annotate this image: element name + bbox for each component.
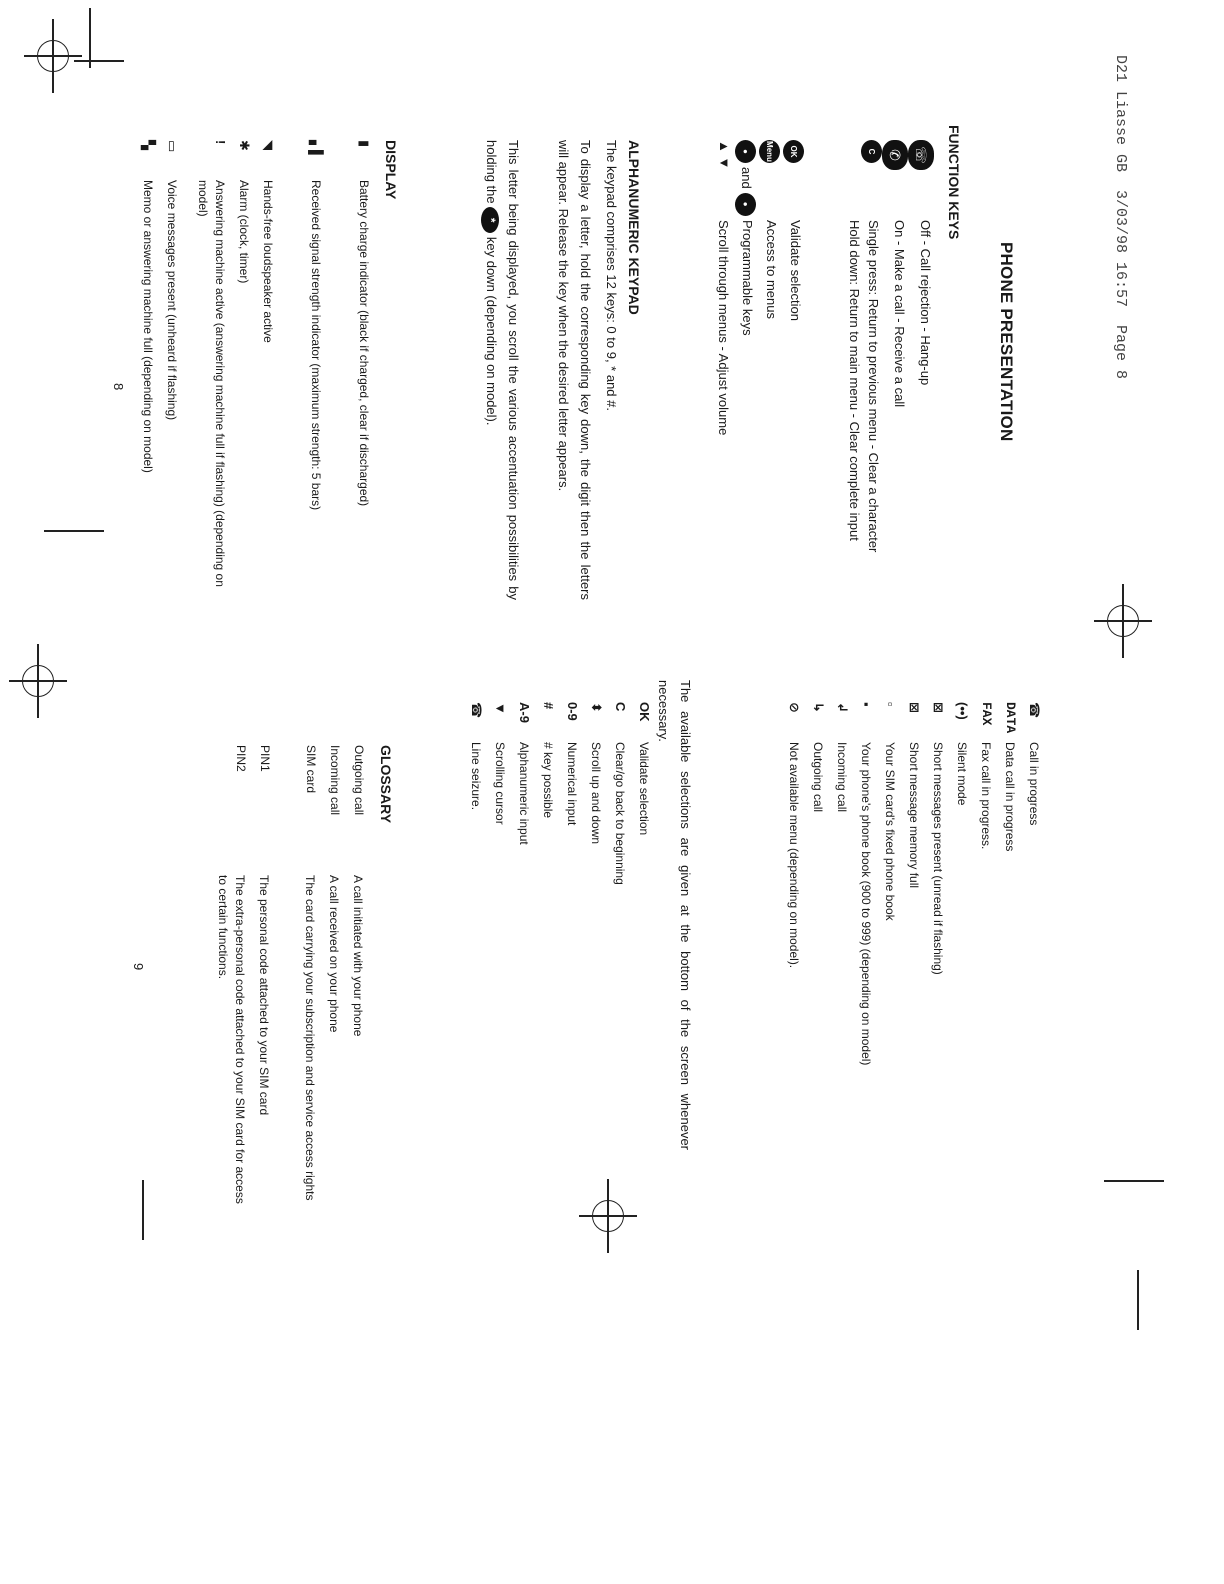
crop-mark	[74, 60, 124, 62]
voice-message-icon: ▭	[165, 140, 180, 153]
page-number-right: 9	[131, 963, 146, 971]
selection-text: Alphanumeric input	[517, 742, 531, 845]
status-icon-text: Data call in progress	[1003, 742, 1017, 852]
ok-icon: OK	[783, 140, 804, 163]
display-text: Alarm (clock, timer)	[237, 180, 251, 284]
data-call-icon: DATA	[1003, 702, 1018, 734]
status-icon-row	[881, 702, 898, 1162]
glossary-definition: The extra-personal code attached to your SIM card for access to certain functions.	[215, 875, 247, 1204]
selection-text: Clear/go back to beginning	[613, 742, 627, 885]
function-key-row	[908, 140, 934, 680]
function-key-row	[844, 140, 882, 680]
fax-call-icon: FAX	[979, 702, 994, 726]
function-key-row	[759, 140, 780, 680]
selection-row	[539, 702, 556, 1162]
selection-text: Scrolling cursor	[493, 742, 507, 825]
glossary-definition: The card carrying your subscription and service access rights	[303, 875, 317, 1201]
keypad-text: This letter being displayed, you scroll the various accentuation possibilities by holding the	[483, 140, 521, 600]
clear-icon: C	[861, 140, 882, 163]
validate-icon: OK	[637, 702, 652, 722]
sim-phonebook-icon: ▫	[883, 702, 898, 707]
selection-row	[491, 702, 508, 1162]
status-icon-text: Your SIM card's fixed phone book	[883, 742, 897, 921]
status-icon-text: Call in progress	[1027, 742, 1041, 826]
status-icon-text: Outgoing call	[811, 742, 825, 813]
call-in-progress-icon: ☎	[1027, 702, 1042, 719]
crop-mark	[1138, 1270, 1140, 1330]
function-keys-heading: FUNCTION KEYS	[946, 125, 962, 240]
answering-machine-icon: !	[213, 140, 228, 145]
alarm-icon: ✱	[237, 140, 252, 151]
glossary-term: Incoming call	[328, 745, 342, 816]
display-text: Hands-free loudspeaker active	[261, 180, 275, 343]
clear-back-icon: C	[613, 702, 628, 712]
selection-text: Scroll up and down	[589, 742, 603, 845]
numerical-icon: 0-9	[565, 702, 580, 721]
scrolling-cursor-icon: ▼	[493, 702, 508, 715]
status-icon-text: Silent mode	[955, 742, 969, 806]
call-icon: ✆	[882, 140, 908, 170]
status-icon-row	[833, 702, 850, 1162]
status-icon-row	[857, 702, 874, 1162]
line-seizure-icon: ☎	[469, 702, 484, 719]
display-row	[163, 140, 180, 600]
display-row	[259, 140, 276, 600]
status-icon-row	[809, 702, 826, 1162]
display-text: Battery charge indicator (black if charged, clear if discharged)	[357, 180, 371, 507]
status-icon-text: Short messages present (unread if flashing)	[931, 742, 945, 975]
glossary-definition: A call received on your phone	[327, 875, 341, 1033]
selection-row	[515, 702, 532, 1162]
glossary-row	[255, 745, 272, 1215]
display-text: Memo or answering machine full (depending on model)	[141, 180, 155, 473]
registration-mark-bottom-left	[22, 665, 54, 697]
hash-icon: #	[541, 702, 556, 710]
selection-row	[611, 702, 628, 1162]
signal-icon: ▖▌	[309, 140, 324, 160]
page-number-left: 8	[111, 383, 126, 391]
status-icon-row	[953, 702, 970, 1162]
selection-row	[467, 702, 484, 1162]
status-icon-row	[905, 702, 922, 1162]
crop-mark	[1104, 1180, 1164, 1182]
function-key-text: Single press: Return to previous menu - Clear a character Hold down: Return to main menu - Clear complete input	[847, 220, 881, 553]
status-icon-text: Incoming call	[835, 742, 849, 813]
function-key-text: Programmable keys	[740, 220, 755, 336]
status-icon-row	[929, 702, 946, 1162]
outgoing-call-icon: ↳	[811, 702, 826, 713]
glossary-term: Outgoing call	[352, 745, 366, 816]
sms-present-icon: ⊠	[931, 702, 946, 713]
keypad-paragraph: The keypad comprises 12 keys: 0 to 9, * and #.	[604, 140, 619, 411]
selections-intro: The available selections are given at the bottom of the screen whenever necessary.	[655, 680, 693, 1150]
keypad-text: key down (depending on model).	[483, 236, 499, 426]
status-icon-text: Short message memory full	[907, 742, 921, 889]
glossary-row	[213, 745, 248, 1215]
function-key-text: On - Make a call - Receive a call	[892, 220, 907, 408]
display-row	[355, 140, 372, 600]
registration-mark-bottom-right	[592, 1200, 624, 1232]
selection-row	[635, 702, 652, 1162]
function-key-row	[783, 140, 804, 680]
glossary-term: PIN2	[234, 745, 248, 772]
status-icon-text: Fax call in progress.	[979, 742, 993, 850]
glossary-row	[301, 745, 318, 1215]
page-title: PHONE PRESENTATION	[997, 242, 1016, 442]
print-header: D21 Liasse GB 3/03/98 16:57 Page 8	[1112, 55, 1129, 380]
registration-mark-top-left	[37, 40, 69, 72]
programmable-left-icon: ●	[735, 140, 756, 163]
up-down-arrows-icon: ▲ ▼	[717, 140, 732, 170]
display-text: Answering machine active (answering machine full if flashing) (depending on model)	[195, 180, 227, 587]
selection-text: Numerical input	[565, 742, 579, 826]
programmable-right-icon: ●	[735, 193, 756, 216]
status-icon-text: Not available menu (depending on model).	[787, 742, 801, 969]
selection-text: # key possible	[541, 742, 555, 819]
keypad-heading: ALPHANUMERIC KEYPAD	[626, 140, 642, 315]
star-key-icon: *	[481, 207, 499, 233]
function-key-text: Off - Call rejection - Hang-up	[918, 220, 933, 386]
registration-mark-top-right	[1107, 605, 1139, 637]
memo-icon: ▚	[141, 140, 156, 150]
crop-mark	[143, 1180, 145, 1240]
crop-mark	[44, 530, 104, 532]
battery-icon: ▮	[357, 140, 372, 148]
selection-row	[563, 702, 580, 1162]
glossary-row	[349, 745, 366, 1215]
alphanumeric-icon: A-9	[517, 702, 532, 723]
keypad-paragraph	[480, 140, 524, 600]
glossary-term: PIN1	[258, 745, 272, 772]
display-heading: DISPLAY	[383, 140, 399, 200]
function-key-row	[713, 140, 732, 680]
display-row	[307, 140, 324, 600]
status-icon-row	[1001, 702, 1018, 1162]
status-icon-row	[977, 702, 994, 1162]
glossary-heading: GLOSSARY	[378, 745, 394, 824]
glossary-definition: A call initiated with your phone	[351, 875, 365, 1037]
display-row	[193, 140, 228, 600]
function-key-text: Access to menus	[764, 220, 779, 319]
menu-icon: Menu	[759, 140, 780, 163]
scroll-icon: ⬍	[589, 702, 604, 713]
selection-row	[587, 702, 604, 1162]
sms-full-icon: ⊠	[907, 702, 922, 713]
selection-text: Validate selection	[637, 742, 651, 836]
function-key-text: Scroll through menus - Adjust volume	[716, 220, 731, 436]
selection-text: Line seizure.	[469, 742, 483, 811]
status-icon-row	[785, 702, 802, 1162]
silent-mode-icon: (••)	[955, 702, 970, 720]
status-icon-text: Your phone's phone book (900 to 999) (depending on model)	[859, 742, 873, 1066]
glossary-row	[325, 745, 342, 1215]
crop-mark	[90, 8, 92, 68]
status-icon-row	[1025, 702, 1042, 1162]
function-key-row	[882, 140, 908, 680]
display-text: Voice messages present (unheard if flashing)	[165, 180, 179, 421]
glossary-term: SIM card	[304, 745, 318, 794]
phonebook-icon: ▪	[859, 702, 874, 707]
keypad-paragraph: To display a letter, hold the corresponding key down, the digit then the letters will appear. Release the key when the desired letter appears.	[555, 140, 593, 600]
display-text: Received signal strength indicator (maximum strength: 5 bars)	[309, 180, 323, 511]
function-key-text: Validate selection	[788, 220, 803, 321]
and-label: and	[738, 167, 754, 189]
not-available-icon: ⊘	[787, 702, 802, 713]
function-key-row	[735, 140, 756, 680]
glossary-definition: The personal code attached to your SIM card	[257, 875, 271, 1116]
incoming-call-icon: ↲	[835, 702, 850, 713]
display-row	[139, 140, 156, 600]
display-row	[235, 140, 252, 600]
hang-up-icon: ☏	[908, 140, 934, 170]
loudspeaker-icon: ◥	[261, 140, 276, 150]
